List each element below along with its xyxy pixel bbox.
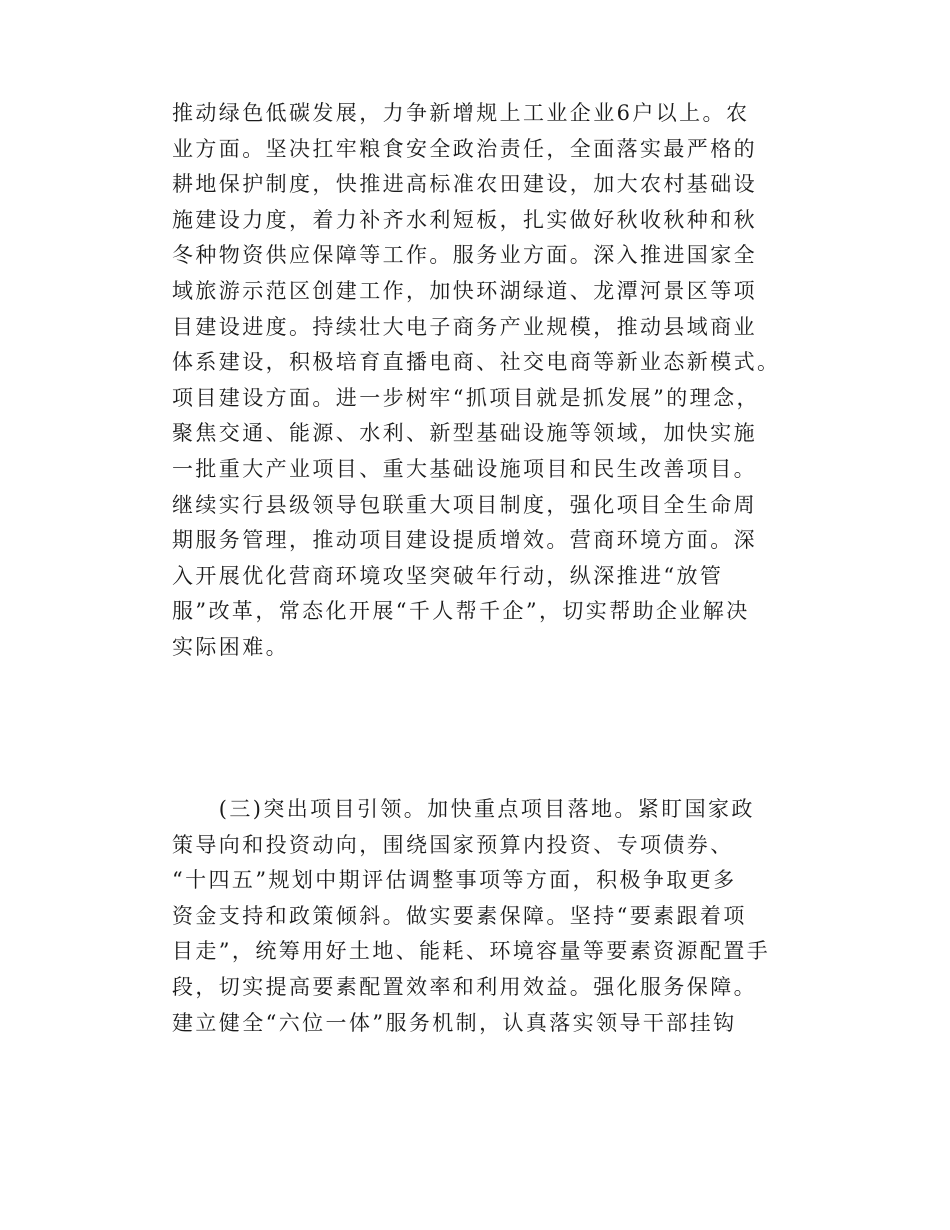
text-line: 建立健全“六位一体”服务机制，认真落实领导干部挂钩 (172, 1010, 737, 1035)
text-line: 资金支持和政策倾斜。做实要素保障。坚持“要素跟着项 (172, 903, 747, 928)
text-line: 目走”，统筹用好土地、能耗、环境容量等要素资源配置手 (172, 939, 771, 964)
text-line: 入开展优化营商环境攻坚突破年行动，纵深推进“放管 (172, 563, 724, 588)
paragraph-1 (172, 96, 812, 666)
text-line: 业方面。坚决扛牢粮食安全政治责任，全面落实最严格的 (172, 136, 757, 161)
paragraph-2 (172, 792, 812, 1041)
text-line: 冬种物资供应保障等工作。服务业方面。深入推进国家全 (172, 243, 757, 268)
text-line: 耕地保护制度，快推进高标准农田建设，加大农村基础设 (172, 172, 757, 197)
text-line: 一批重大产业项目、重大基础设施项目和民生改善项目。 (172, 456, 757, 481)
text-line: 服”改革，常态化开展“千人帮千企”，切实帮助企业解决 (172, 599, 750, 624)
text-line: 体系建设，积极培育直播电商、社交电商等新业态新模式。 (172, 350, 781, 375)
text-line: 策导向和投资动向，围绕国家预算内投资、专项债券、 (172, 832, 734, 857)
text-line: 聚焦交通、能源、水利、新型基础设施等领域，加快实施 (172, 421, 757, 446)
text-line: 目建设进度。持续壮大电子商务产业规模，推动县域商业 (172, 314, 757, 339)
text-line: 项目建设方面。进一步树牢“抓项目就是抓发展”的理念， (172, 385, 760, 410)
text-line: 期服务管理，推动项目建设提质增效。营商环境方面。深 (172, 528, 757, 553)
text-line: (三)突出项目引领。加快重点项目落地。紧盯国家政 (172, 797, 755, 821)
text-line: 实际困难。 (172, 634, 289, 659)
text-line: “十四五”规划中期评估调整事项等方面，积极争取更多 (172, 868, 737, 893)
text-line: 域旅游示范区创建工作，加快环湖绿道、龙潭河景区等项 (172, 278, 757, 303)
text-line: 推动绿色低碳发展，力争新增规上工业企业6户以上。农 (172, 101, 750, 125)
text-line: 继续实行县级领导包联重大项目制度，强化项目全生命周 (172, 492, 757, 517)
text-line: 段，切实提高要素配置效率和利用效益。强化服务保障。 (172, 974, 757, 999)
text-line: 施建设力度，着力补齐水利短板，扎实做好秋收秋种和秋 (172, 207, 757, 232)
